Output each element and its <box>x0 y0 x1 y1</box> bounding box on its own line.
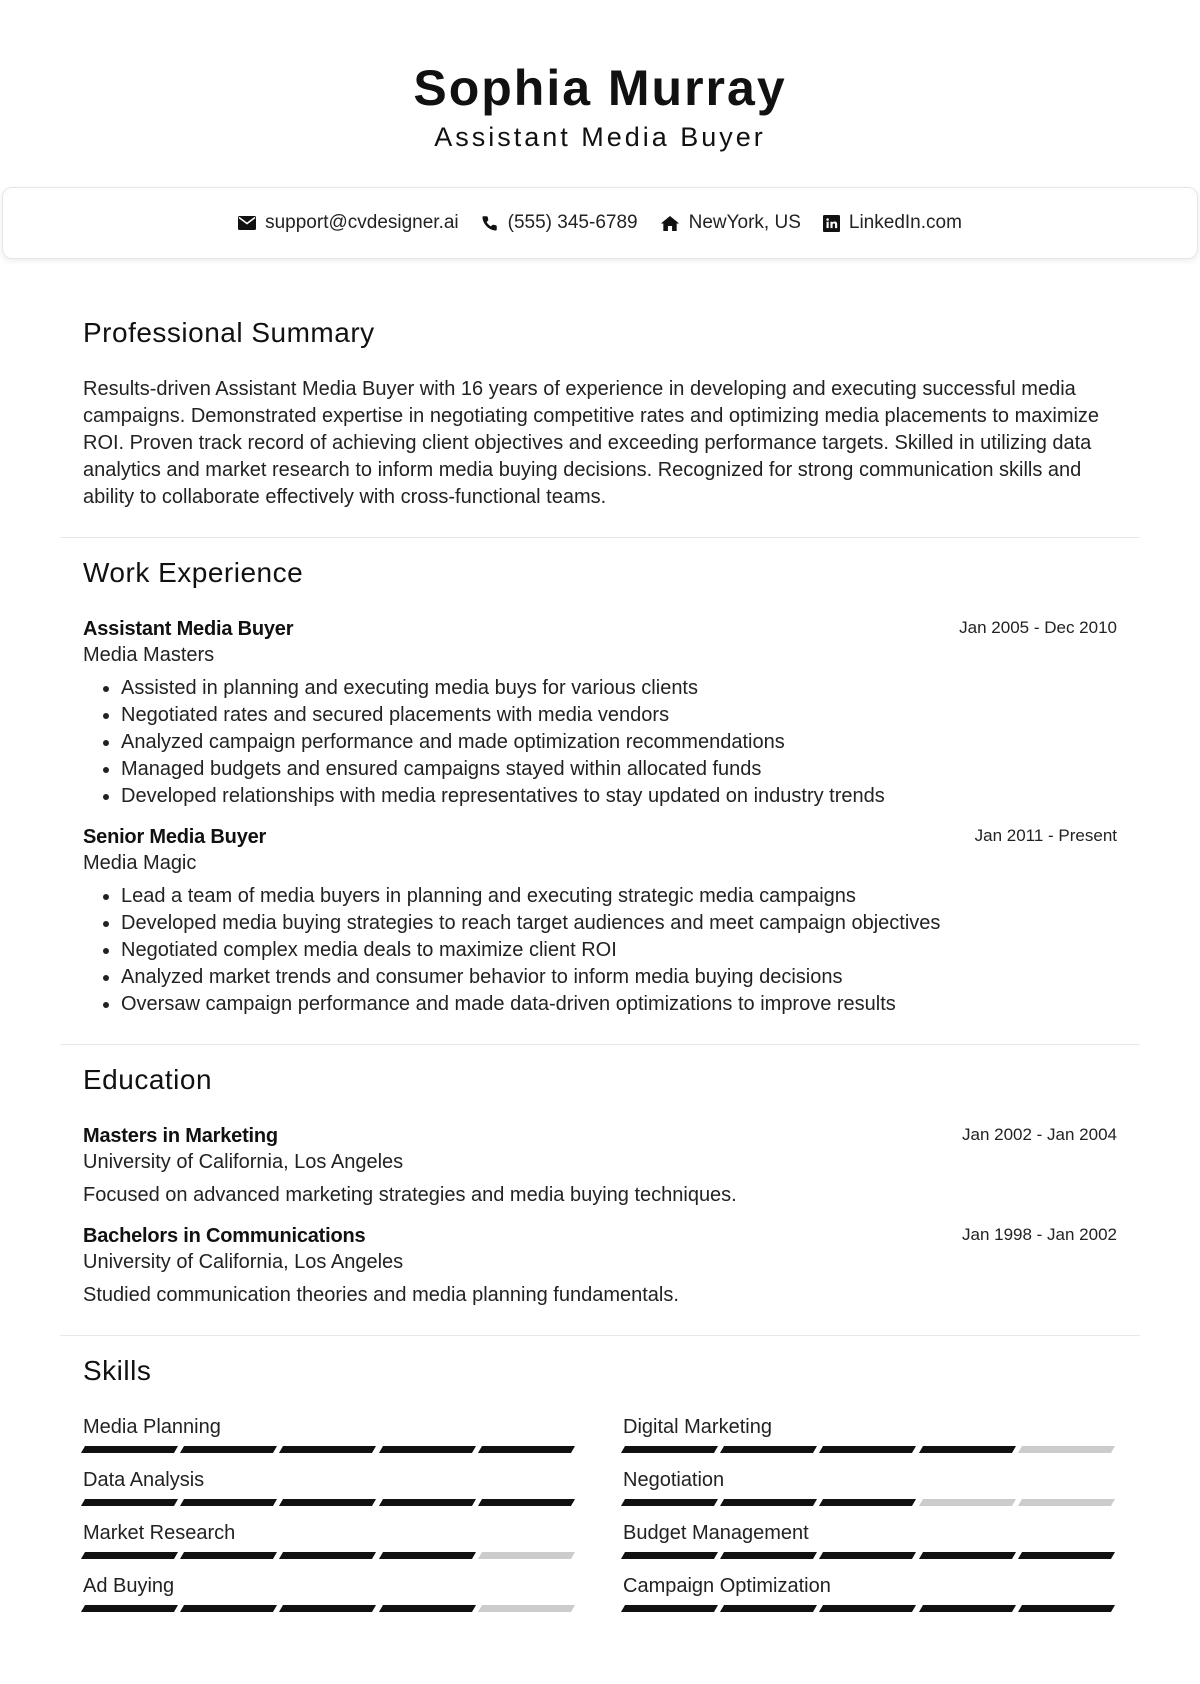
skill-level-bar <box>623 1552 1113 1559</box>
skill-level-segment <box>379 1446 476 1453</box>
contact-linkedin[interactable] <box>823 212 962 234</box>
skill-item <box>623 1467 1113 1506</box>
skill-level-segment <box>720 1552 817 1559</box>
degree-name: Bachelors in Communications <box>83 1225 366 1247</box>
job-dates: Jan 2005 - Dec 2010 <box>959 618 1117 637</box>
skill-level-bar <box>83 1446 573 1453</box>
skill-level-segment <box>919 1605 1016 1612</box>
job-role: Assistant Media Buyer <box>83 618 294 640</box>
skill-level-segment <box>919 1446 1016 1453</box>
job-bullet: • Negotiated complex media deals to maximize client ROI <box>121 937 1117 964</box>
education-entry <box>83 1223 1117 1309</box>
skill-level-segment <box>919 1552 1016 1559</box>
experience-heading: Work Experience <box>83 557 304 588</box>
email-text: support@cvdesigner.ai <box>265 212 459 233</box>
degree-dates: Jan 2002 - Jan 2004 <box>961 1125 1117 1144</box>
degree-description: Focused on advanced marketing strategies and media buying techniques. <box>83 1184 737 1206</box>
summary-text: Results-driven Assistant Media Buyer with 16 years of experience in developing and executing successful media campaigns. Demonstrated expertise in negotiating competitive rates and optimizing media placements to maximize ROI. Proven track record of achieving client objectives and exceeding performance targets. Skilled in utilizing data analytics and market research to inform media buying decisions. Recognized for strong communication skills and ability to collaborate effectively with cross-functional teams. <box>83 378 1100 508</box>
job-bullets <box>83 675 1117 810</box>
job-bullet: • Analyzed market trends and consumer behavior to inform media buying decisions <box>121 964 1117 991</box>
job-bullet: • Negotiated rates and secured placements with media vendors <box>121 702 1117 729</box>
skill-level-segment <box>1018 1499 1115 1506</box>
skill-level-segment <box>81 1499 178 1506</box>
skill-name: Media Planning <box>83 1416 221 1438</box>
contact-email[interactable] <box>238 212 459 234</box>
school-name: University of California, Los Angeles <box>83 1151 404 1173</box>
job-bullet: • Developed media buying strategies to reach target audiences and meet campaign objectives <box>121 910 1117 937</box>
experience-section <box>60 538 1140 1045</box>
skill-level-bar <box>623 1446 1113 1453</box>
skill-name: Ad Buying <box>83 1575 175 1597</box>
skill-level-segment <box>478 1605 575 1612</box>
skill-name: Negotiation <box>623 1469 725 1491</box>
linkedin-text: LinkedIn.com <box>848 212 962 233</box>
job-bullet: • Lead a team of media buyers in planning and executing strategic media campaigns <box>121 883 1117 910</box>
skill-level-segment <box>81 1605 178 1612</box>
school-name: University of California, Los Angeles <box>83 1251 404 1273</box>
linkedin-icon <box>823 215 840 232</box>
skill-level-segment <box>379 1552 476 1559</box>
skill-level-segment <box>819 1446 916 1453</box>
skill-level-segment <box>1018 1605 1115 1612</box>
job-company: Media Magic <box>83 852 197 874</box>
skill-level-segment <box>819 1552 916 1559</box>
job-dates: Jan 2011 - Present <box>974 826 1117 845</box>
skill-level-segment <box>819 1499 916 1506</box>
education-entry <box>83 1123 1117 1209</box>
skill-level-bar <box>83 1499 573 1506</box>
summary-heading: Professional Summary <box>83 317 375 348</box>
resume-header <box>0 0 1200 185</box>
candidate-title: Assistant Media Buyer <box>434 122 766 152</box>
skill-level-segment <box>279 1605 376 1612</box>
skill-level-segment <box>279 1552 376 1559</box>
skill-name: Budget Management <box>623 1522 809 1544</box>
skill-item <box>83 1414 573 1453</box>
experience-entry <box>83 824 1117 1018</box>
skill-item <box>623 1414 1113 1453</box>
skill-level-segment <box>621 1499 718 1506</box>
skill-level-segment <box>478 1499 575 1506</box>
skill-level-segment <box>279 1499 376 1506</box>
skill-level-segment <box>81 1552 178 1559</box>
location-text: NewYork, US <box>688 212 801 233</box>
skill-level-bar <box>623 1499 1113 1506</box>
job-role: Senior Media Buyer <box>83 826 267 848</box>
contact-phone[interactable] <box>481 212 638 234</box>
skill-level-bar <box>83 1552 573 1559</box>
resume-body <box>60 300 1140 1638</box>
skill-level-bar <box>83 1605 573 1612</box>
skill-name: Data Analysis <box>83 1469 205 1491</box>
phone-text: (555) 345-6789 <box>507 212 638 233</box>
skill-level-segment <box>621 1446 718 1453</box>
skill-level-segment <box>1018 1552 1115 1559</box>
skills-section <box>60 1336 1140 1638</box>
phone-icon <box>481 214 499 232</box>
contact-location <box>660 212 801 234</box>
candidate-name: Sophia Murray <box>413 60 787 116</box>
skill-level-segment <box>819 1605 916 1612</box>
skill-item <box>83 1520 573 1559</box>
job-bullets <box>83 883 1117 1018</box>
skill-item <box>83 1573 573 1612</box>
job-bullet: • Oversaw campaign performance and made data-driven optimizations to improve results <box>121 991 1117 1018</box>
skill-name: Digital Marketing <box>623 1416 772 1438</box>
skill-item <box>623 1573 1113 1612</box>
skill-level-segment <box>379 1605 476 1612</box>
education-heading: Education <box>83 1064 213 1095</box>
summary-section <box>60 300 1140 538</box>
skill-level-segment <box>180 1499 277 1506</box>
degree-dates: Jan 1998 - Jan 2002 <box>961 1225 1117 1244</box>
skills-grid <box>83 1414 1117 1612</box>
job-bullet: • Assisted in planning and executing media buys for various clients <box>121 675 1117 702</box>
skill-level-segment <box>621 1605 718 1612</box>
skill-level-segment <box>478 1446 575 1453</box>
skill-level-segment <box>478 1552 575 1559</box>
skill-level-segment <box>180 1552 277 1559</box>
skill-level-segment <box>720 1605 817 1612</box>
home-icon <box>660 215 680 232</box>
skill-level-bar <box>623 1605 1113 1612</box>
skill-name: Campaign Optimization <box>623 1575 831 1597</box>
skill-level-segment <box>180 1446 277 1453</box>
job-company: Media Masters <box>83 644 215 666</box>
job-bullet: • Developed relationships with media representatives to stay updated on industry trends <box>121 783 1117 810</box>
skill-level-segment <box>720 1499 817 1506</box>
envelope-icon <box>238 216 256 230</box>
skill-level-segment <box>279 1446 376 1453</box>
job-bullet: • Analyzed campaign performance and made optimization recommendations <box>121 729 1117 756</box>
skill-name: Market Research <box>83 1522 236 1544</box>
skill-level-segment <box>621 1552 718 1559</box>
skill-level-segment <box>379 1499 476 1506</box>
skill-level-segment <box>720 1446 817 1453</box>
skill-level-segment <box>919 1499 1016 1506</box>
skill-level-segment <box>180 1605 277 1612</box>
skill-level-segment <box>1018 1446 1115 1453</box>
skills-heading: Skills <box>83 1355 152 1386</box>
skill-item <box>623 1520 1113 1559</box>
skill-level-segment <box>81 1446 178 1453</box>
skill-item <box>83 1467 573 1506</box>
degree-name: Masters in Marketing <box>83 1125 278 1147</box>
job-bullet: • Managed budgets and ensured campaigns stayed within allocated funds <box>121 756 1117 783</box>
degree-description: Studied communication theories and media planning fundamentals. <box>83 1284 679 1306</box>
experience-entry <box>83 616 1117 810</box>
contact-bar <box>2 187 1198 259</box>
education-section <box>60 1045 1140 1336</box>
